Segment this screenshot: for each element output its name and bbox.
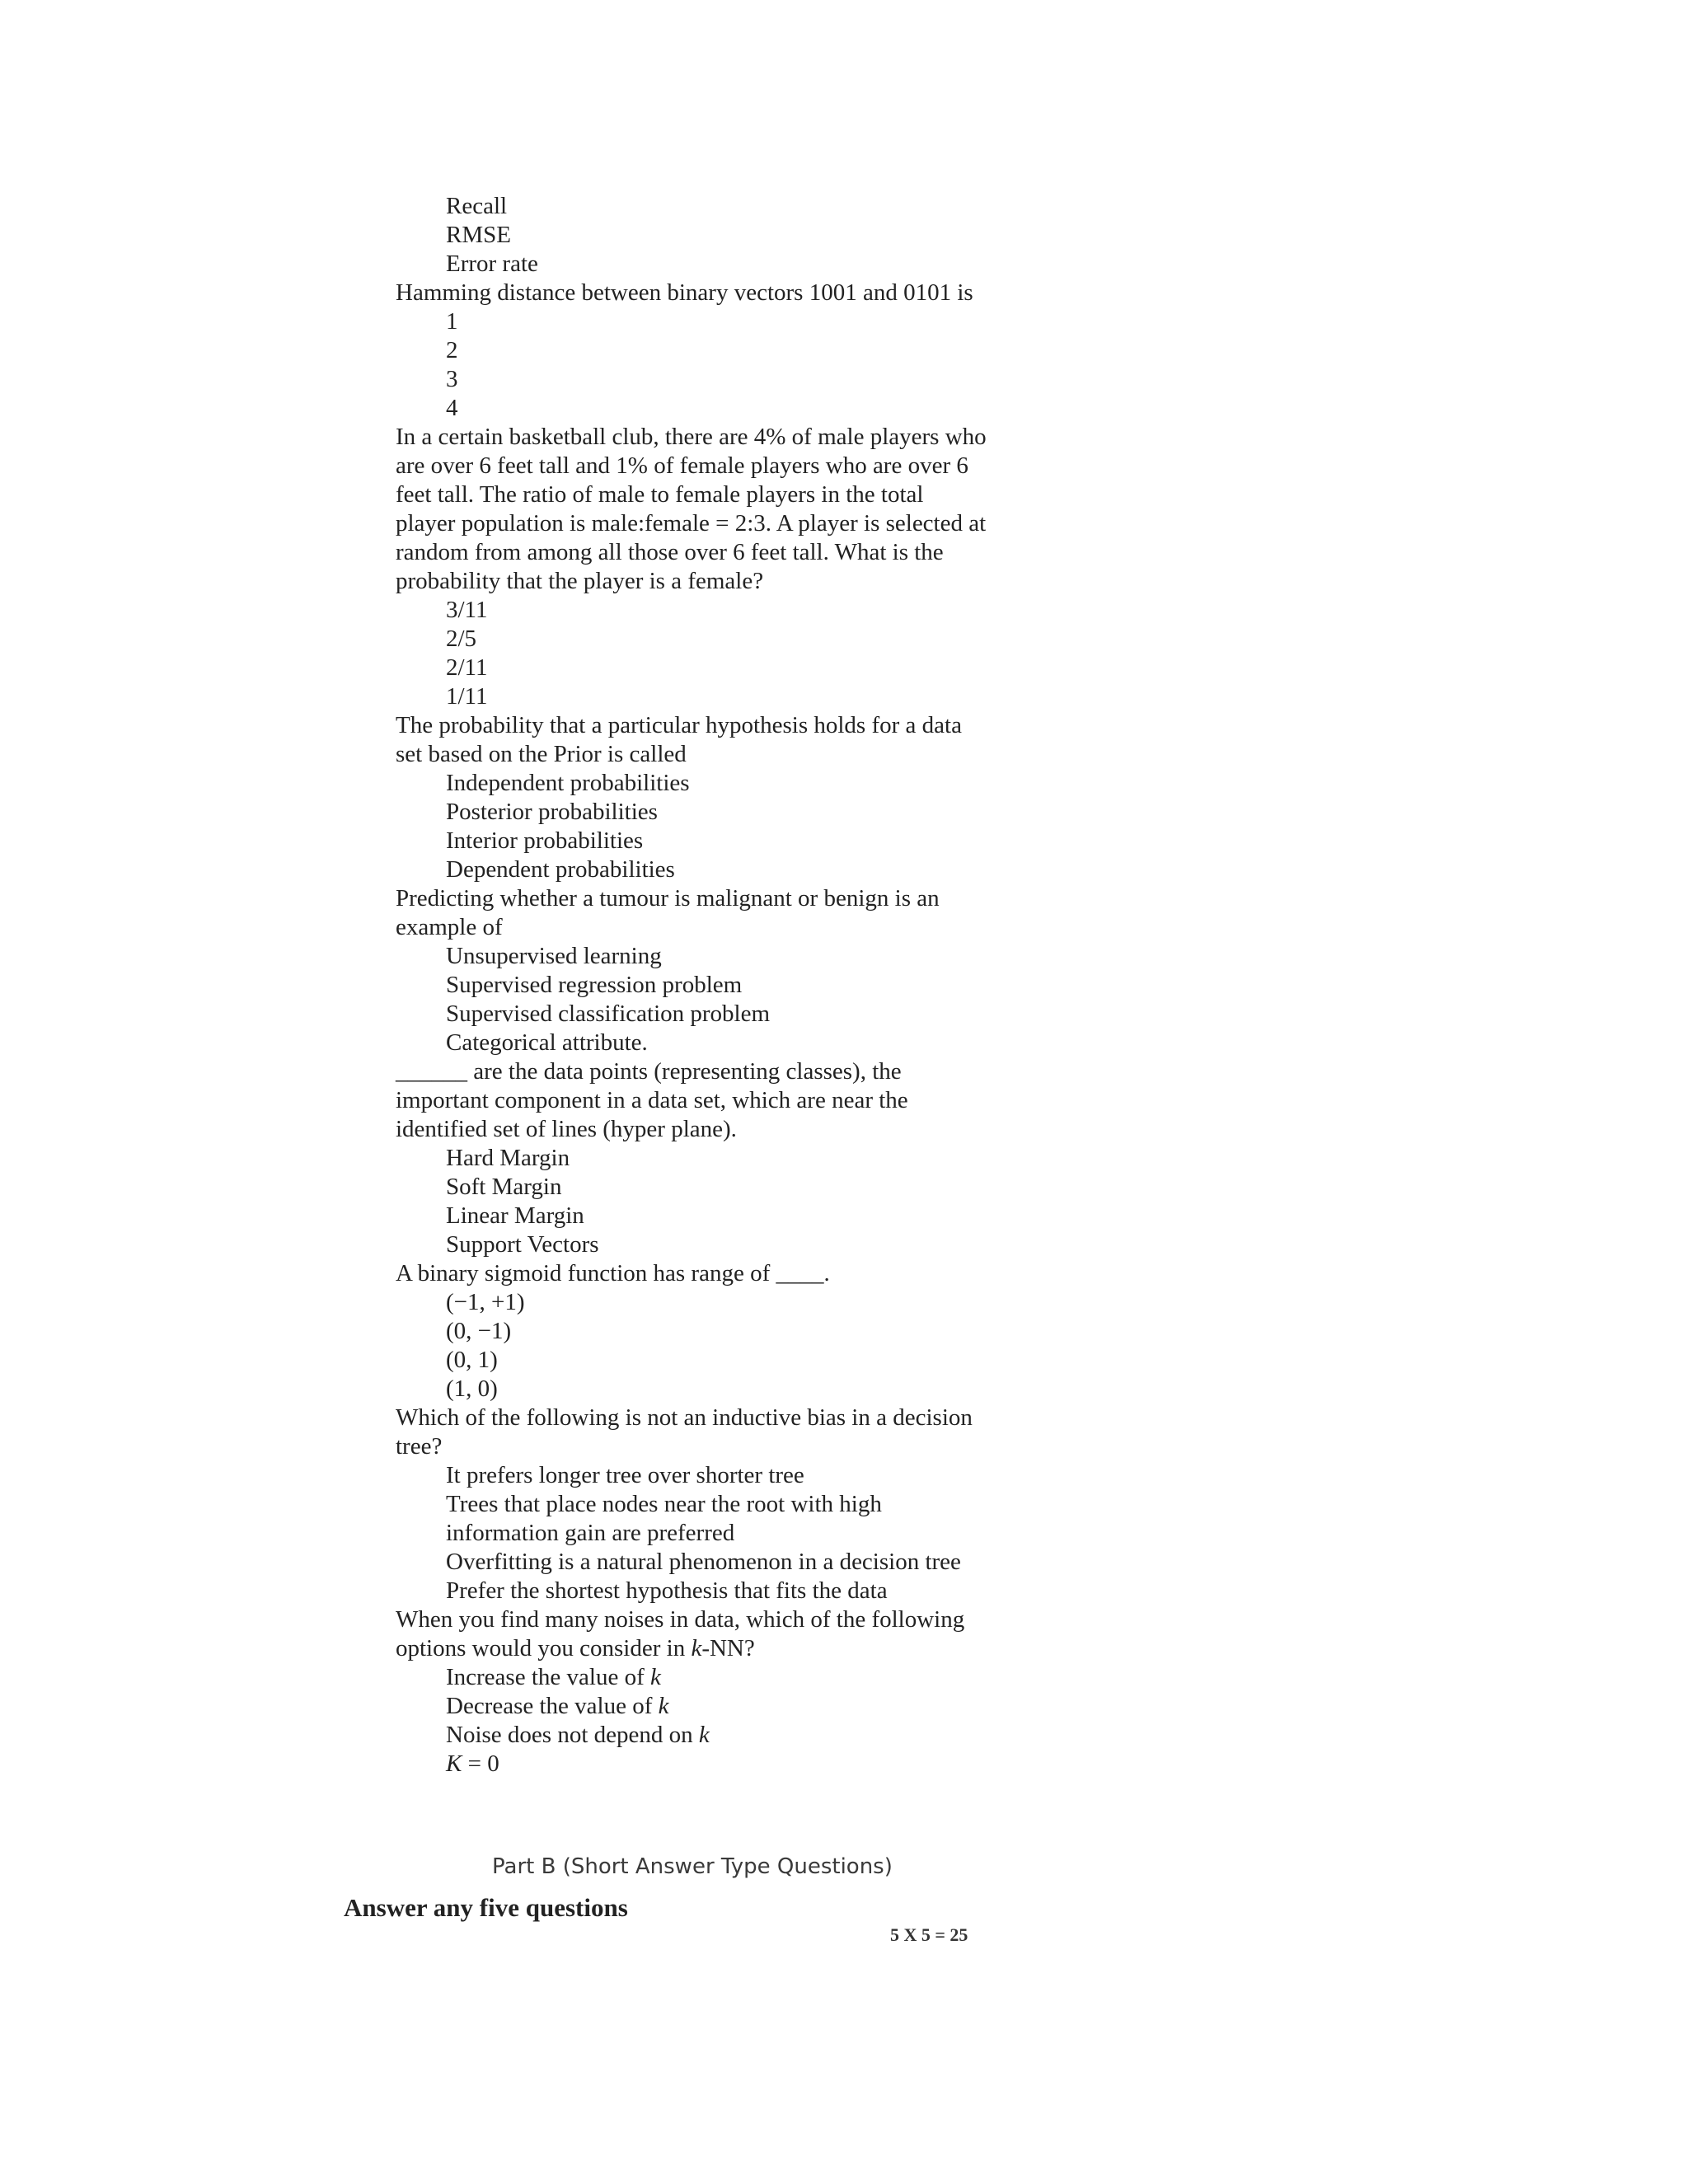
option-text: Soft Margin [446, 1174, 562, 1200]
option-text-part: Increase the value of [446, 1664, 650, 1690]
option-text: 3/11 [446, 597, 488, 623]
option-text: Linear Margin [446, 1202, 584, 1229]
option-item [0, 1029, 990, 1057]
option-item [0, 1577, 990, 1605]
question-7-options [0, 596, 1688, 711]
option-text: Independent probabilities [446, 770, 690, 796]
option-text: Hard Margin [446, 1145, 570, 1171]
option-item [0, 1000, 990, 1029]
option-text: Prefer the shortest hypothesis that fits the data [446, 1577, 888, 1604]
option-item [0, 798, 990, 827]
option-text: Posterior probabilities [446, 799, 658, 825]
option-text-italic: K [446, 1750, 462, 1777]
option-item [0, 1692, 990, 1721]
option-item [0, 1230, 990, 1259]
section-instruction: Answer any five questions [344, 1893, 628, 1922]
question-9-options [0, 942, 1688, 1057]
question-13 [0, 1605, 989, 1663]
option-item [0, 1288, 990, 1317]
option-item [0, 1173, 990, 1202]
question-6-options [0, 307, 1688, 423]
option-text [446, 1664, 661, 1690]
question-list [0, 192, 1688, 1779]
option-item [0, 654, 990, 682]
option-text: 1/11 [446, 683, 488, 710]
option-text: Trees that place nodes near the root with high information gain are preferred [446, 1491, 882, 1546]
option-item [0, 1317, 990, 1346]
option-item [0, 942, 990, 971]
question-text: In a certain basketball club, there are 4% of male players who are over 6 feet tall and 1% of female players who are over 6 feet tall. The ratio of male to female players in the total player population is male:female = 2:3. A player is selected at random from among all those over 6 feet tall. What is the probability that the player is a female? [396, 424, 987, 594]
option-item [0, 365, 990, 394]
option-text [446, 1693, 669, 1719]
option-text: Recall [446, 193, 508, 219]
question-6 [0, 279, 989, 307]
option-item [0, 1721, 990, 1750]
option-text: Overfitting is a natural phenomenon in a decision tree [446, 1549, 961, 1575]
option-item [0, 221, 990, 250]
option-item [0, 855, 990, 884]
option-item [0, 596, 990, 625]
option-item [0, 1375, 990, 1404]
option-text: Supervised classification problem [446, 1001, 771, 1027]
option-item [0, 307, 990, 336]
option-text: Dependent probabilities [446, 856, 675, 883]
question-9 [0, 884, 989, 942]
option-text: 2 [446, 337, 458, 363]
question-8 [0, 711, 989, 769]
option-text: (0, −1) [446, 1318, 512, 1344]
option-text: 2/11 [446, 654, 488, 681]
option-text: (1, 0) [446, 1376, 498, 1402]
option-text: (−1, +1) [446, 1289, 525, 1315]
part-b-heading: Part B (Short Answer Type Questions) [492, 1854, 893, 1879]
option-text: 1 [446, 308, 458, 335]
question-text-italic: k [691, 1635, 702, 1661]
option-text: Supervised regression problem [446, 972, 743, 998]
option-item [0, 827, 990, 855]
question-text-part: When you find many noises in data, which of the following options would you consider in [396, 1606, 965, 1661]
option-text: RMSE [446, 222, 511, 248]
question-12-options [0, 1461, 1688, 1605]
question-7 [0, 423, 989, 596]
option-text: It prefers longer tree over shorter tree [446, 1462, 804, 1488]
question-11 [0, 1259, 989, 1288]
question-text: The probability that a particular hypothesis holds for a data set based on the Prior is called [396, 712, 962, 767]
option-item [0, 336, 990, 365]
option-text: Categorical attribute. [446, 1029, 648, 1056]
question-10-options [0, 1144, 1688, 1259]
question-text: Hamming distance between binary vectors 1001 and 0101 is [396, 279, 973, 306]
option-text: Support Vectors [446, 1231, 599, 1258]
question-text: ______ are the data points (representing classes), the important component in a data set, which are near the identified set of lines (hyper plane). [396, 1058, 908, 1142]
option-item [0, 250, 990, 279]
question-13-options [0, 1663, 1688, 1779]
option-text-italic: k [658, 1693, 669, 1719]
option-item [0, 1490, 990, 1548]
option-text: 2/5 [446, 626, 477, 652]
marks-allocation: 5 X 5 = 25 [890, 1924, 968, 1945]
question-text-part: -NN? [701, 1635, 755, 1661]
option-text [446, 1750, 499, 1777]
option-item [0, 1750, 990, 1779]
question-text: A binary sigmoid function has range of ____. [396, 1260, 830, 1286]
option-item [0, 971, 990, 1000]
option-text: 3 [446, 366, 458, 392]
option-item [0, 1461, 990, 1490]
option-text-part: Decrease the value of [446, 1693, 659, 1719]
option-text: 4 [446, 395, 458, 421]
option-text: (0, 1) [446, 1347, 498, 1373]
option-item [0, 192, 990, 221]
continued-options [0, 192, 1688, 279]
option-item [0, 1548, 990, 1577]
question-8-options [0, 769, 1688, 884]
option-item [0, 769, 990, 798]
option-item [0, 394, 990, 423]
question-10 [0, 1057, 989, 1144]
option-text: Unsupervised learning [446, 943, 662, 969]
option-text: Interior probabilities [446, 827, 644, 854]
option-item [0, 1202, 990, 1230]
option-text-part: = 0 [462, 1750, 499, 1777]
option-text [446, 1722, 710, 1748]
option-item [0, 1663, 990, 1692]
option-text-italic: k [649, 1664, 661, 1690]
option-item [0, 1346, 990, 1375]
option-text-part: Noise does not depend on [446, 1722, 699, 1748]
question-11-options [0, 1288, 1688, 1404]
option-item [0, 1144, 990, 1173]
question-text: Predicting whether a tumour is malignant or benign is an example of [396, 885, 940, 940]
question-text: Which of the following is not an inductive bias in a decision tree? [396, 1404, 973, 1460]
option-text-italic: k [698, 1722, 710, 1748]
option-item [0, 625, 990, 654]
option-item [0, 682, 990, 711]
question-12 [0, 1404, 989, 1461]
question-text [396, 1605, 989, 1663]
option-text: Error rate [446, 251, 538, 277]
